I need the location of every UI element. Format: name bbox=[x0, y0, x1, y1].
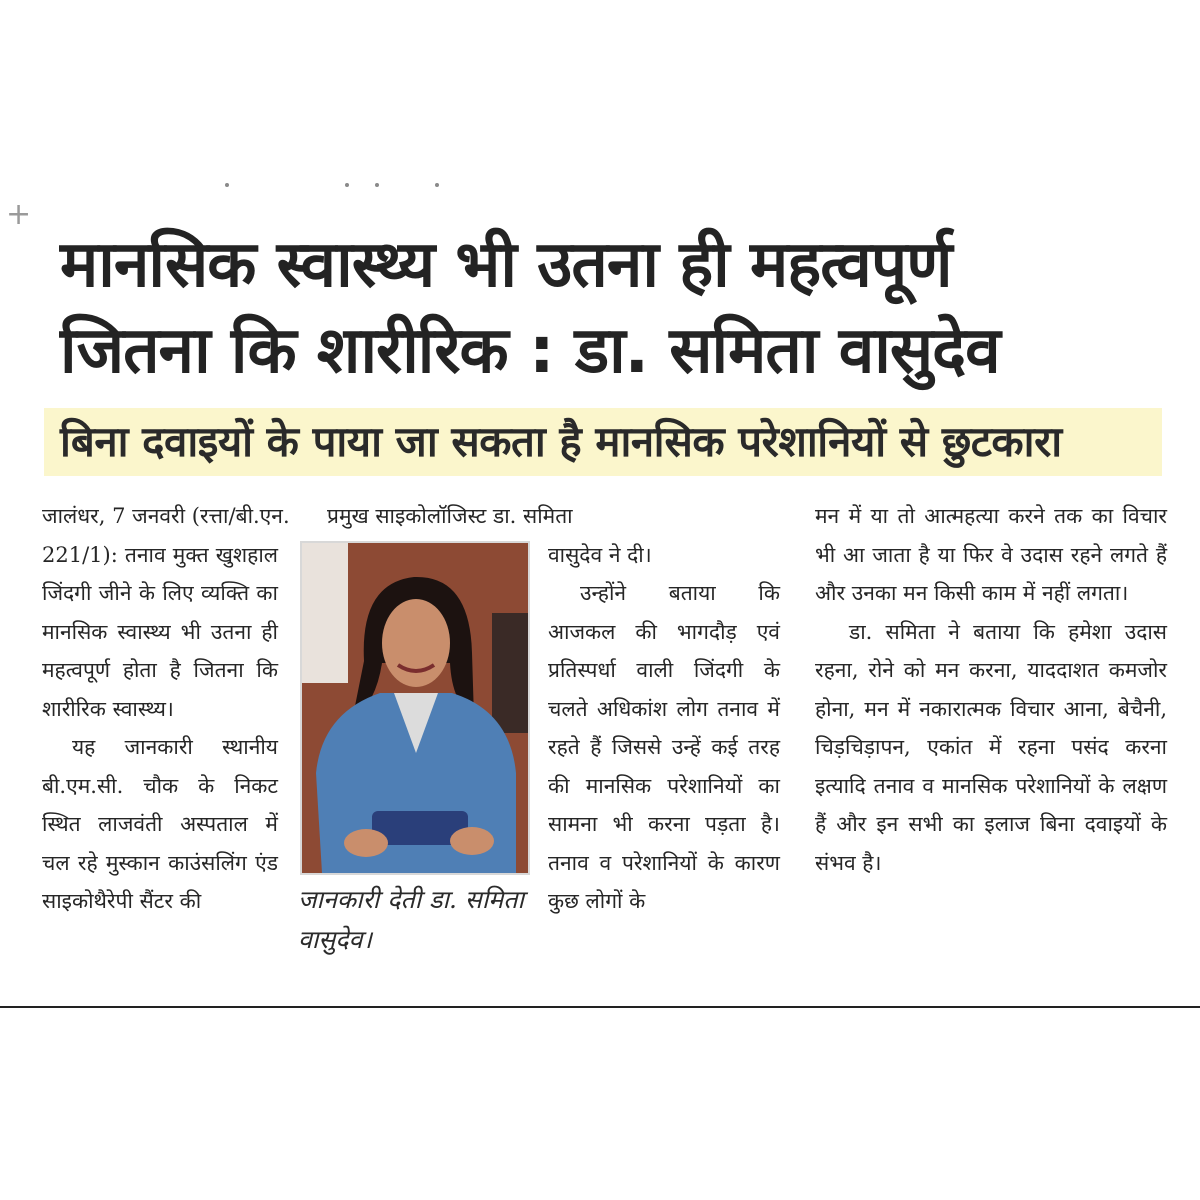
bottom-rule bbox=[0, 1006, 1200, 1008]
column-1-paragraph-1: 221/1): तनाव मुक्त खुशहाल जिंदगी जीने के लिए व्यक्ति का मानसिक स्वास्थ्य भी उतना ही महत्वपूर्ण होता है जितना कि शारीरिक स्वास्थ्य। bbox=[42, 542, 278, 721]
column-3 bbox=[815, 497, 1167, 882]
crop-mark: + bbox=[6, 197, 32, 232]
dateline: जालंधर, 7 जनवरी (रत्ता/बी.एन. bbox=[42, 504, 290, 528]
photo-caption: जानकारी देती डा. समिता वासुदेव। bbox=[298, 885, 524, 954]
subheadline: बिना दवाइयों के पाया जा सकता है मानसिक परेशानियों से छुटकारा bbox=[60, 417, 1062, 466]
column-1 bbox=[42, 536, 278, 921]
print-specks bbox=[225, 183, 445, 189]
column-2-paragraph-1: वासुदेव ने दी। bbox=[548, 542, 652, 567]
headline bbox=[60, 222, 1150, 394]
column-3-paragraph-2: डा. समिता ने बताया कि हमेशा उदास रहना, रोने को मन करना, याददाशत कमजोर होना, मन में नकारात्मक विचार आना, बेचैनी, चिड़चिड़ापन, एकांत में रहना पसंद करना इत्यादि तनाव व मानसिक परेशानियों के लक्षण हैं और इन सभी का इलाज बिना दवाइयों के संभव है। bbox=[815, 619, 1167, 875]
column-2 bbox=[548, 536, 780, 921]
article-photo bbox=[300, 541, 530, 875]
column-3-paragraph-1: मन में या तो आत्महत्या करने तक का विचार भी आ जाता है या फिर वे उदास रहने लगते हैं और उनका मन किसी काम में नहीं लगता। bbox=[815, 504, 1167, 605]
dateline-row bbox=[42, 497, 782, 536]
column-1-paragraph-2: यह जानकारी स्थानीय बी.एम.सी. चौक के निकट स्थित लाजवंती अस्पताल में चल रहे मुस्कान काउंसलिंग एंड साइकोथैरेपी सैंटर की bbox=[42, 735, 278, 913]
headline-line-1: मानसिक स्वास्थ्य भी उतना ही महत्वपूर्ण bbox=[60, 228, 952, 302]
headline-line-2: जितना कि शारीरिक : डा. समिता वासुदेव bbox=[60, 314, 1000, 388]
column-2-first-line: प्रमुख साइकोलॉजिस्ट डा. समिता bbox=[327, 504, 573, 528]
column-2-paragraph-2: उन्होंने बताया कि आजकल की भागदौड़ एवं प्रतिस्पर्धा वाली जिंदगी के चलते अधिकांश लोग तनाव में रहते हैं जिससे उन्हें कई तरह की मानसिक परेशानियों का सामना भी करना पड़ता है। तनाव व परेशानियों के कारण कुछ लोगों के bbox=[548, 581, 780, 913]
portrait-illustration bbox=[302, 543, 528, 873]
